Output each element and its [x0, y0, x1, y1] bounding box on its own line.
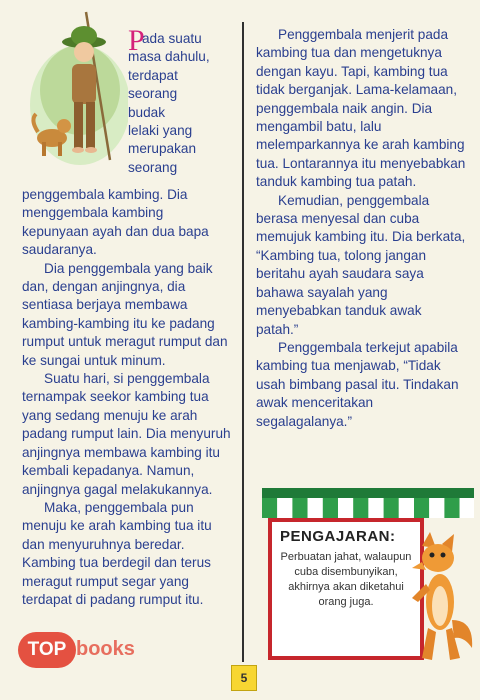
awning-stripe: [308, 498, 323, 518]
lesson-title: PENGAJARAN:: [280, 528, 396, 545]
story-paragraph: Suatu hari, si penggembala ternampak seekor kambing tua yang sedang menuju ke arah padang rumput lain. Dia menyuruh anjingnya membawa kambing itu kembali kepadanya. Namun, anjingnya gagal melakukannya.: [22, 371, 231, 497]
story-paragraph: Kemudian, penggembala berasa menyesal dan cuba memujuk kambing itu. Dia berkata, “Kambing tua, tolong jangan beritahu ayah saudara saya bahawa sayalah yang menyebabkan tanduk awak patah.”: [256, 192, 466, 337]
awning-stripe: [460, 498, 474, 518]
awning-stripe: [292, 498, 307, 518]
awning-stripe: [384, 498, 399, 518]
intro-line: masa dahulu,: [128, 49, 210, 65]
awning-stripe: [277, 498, 292, 518]
watermark-badge: TOP: [18, 632, 76, 668]
intro-line: merupakan: [128, 141, 197, 157]
story-paragraph: Penggembala terkejut apabila kambing tua menjawab, “Tidak usah bimbang pasal itu. Tindakan awak menceritakan segalagalanya.”: [256, 339, 459, 429]
shepherd-boy-illustration: [28, 10, 128, 180]
page-number: 5: [231, 665, 257, 691]
story-paragraph: penggembala kambing. Dia menggembala kambing kepunyaan ayah dan dua bapa saudaranya.: [22, 187, 209, 258]
intro-line: budak: [128, 104, 166, 120]
fox-illustration: [412, 528, 476, 668]
drop-cap-letter: P: [128, 24, 145, 57]
lesson-board: [268, 518, 424, 660]
awning-stripe: [444, 498, 459, 518]
awning-stripe: [323, 498, 338, 518]
watermark-word: books: [76, 638, 135, 660]
intro-text: [128, 30, 240, 177]
awning-stripe: [368, 498, 383, 518]
lesson-text: Perbuatan jahat, walaupun cuba disembunyikan, akhirnya akan diketahui orang juga.: [280, 551, 412, 608]
awning-stripe: [353, 498, 368, 518]
awning-stripe: [338, 498, 353, 518]
lesson-box: [262, 488, 474, 668]
story-paragraph: Maka, penggembala pun menuju ke arah kambing tua itu dan menyuruhnya beredar. Kambing tua berdegil dan terus meragut rumput segar yang terdapat di padang rumput itu.: [22, 499, 212, 607]
intro-line: lelaki yang: [128, 123, 193, 139]
column-divider: [242, 22, 244, 662]
story-right-column: [256, 26, 466, 431]
awning-stripe: [429, 498, 444, 518]
story-paragraph: Penggembala menjerit pada kambing tua dan mengetuknya dengan kayu. Tapi, kambing tua tidak berganjak. Lama-kelamaan, penggembala naik angin. Dia mengambil batu, lalu melemparkannya ke arah kambing tua. Lontarannya itu menyebabkan tanduk kambing tua patah.: [256, 27, 466, 190]
intro-line: seorang: [128, 86, 178, 102]
story-left-column: [22, 186, 232, 609]
intro-line: seorang: [128, 159, 178, 175]
awning-stripe: [262, 498, 277, 518]
intro-line: ada suatu: [142, 31, 202, 46]
intro-line: terdapat: [128, 67, 178, 83]
awning-decoration: [262, 488, 474, 520]
story-paragraph: Dia penggembala yang baik dan, dengan anjingnya, dia sentiasa berjaya membawa kambing-kambing itu ke padang rumput untuk meragut rumput dan ke sungai untuk minum.: [22, 260, 228, 368]
awning-stripe: [399, 498, 414, 518]
watermark-logo: [18, 628, 218, 678]
awning-stripe: [414, 498, 429, 518]
